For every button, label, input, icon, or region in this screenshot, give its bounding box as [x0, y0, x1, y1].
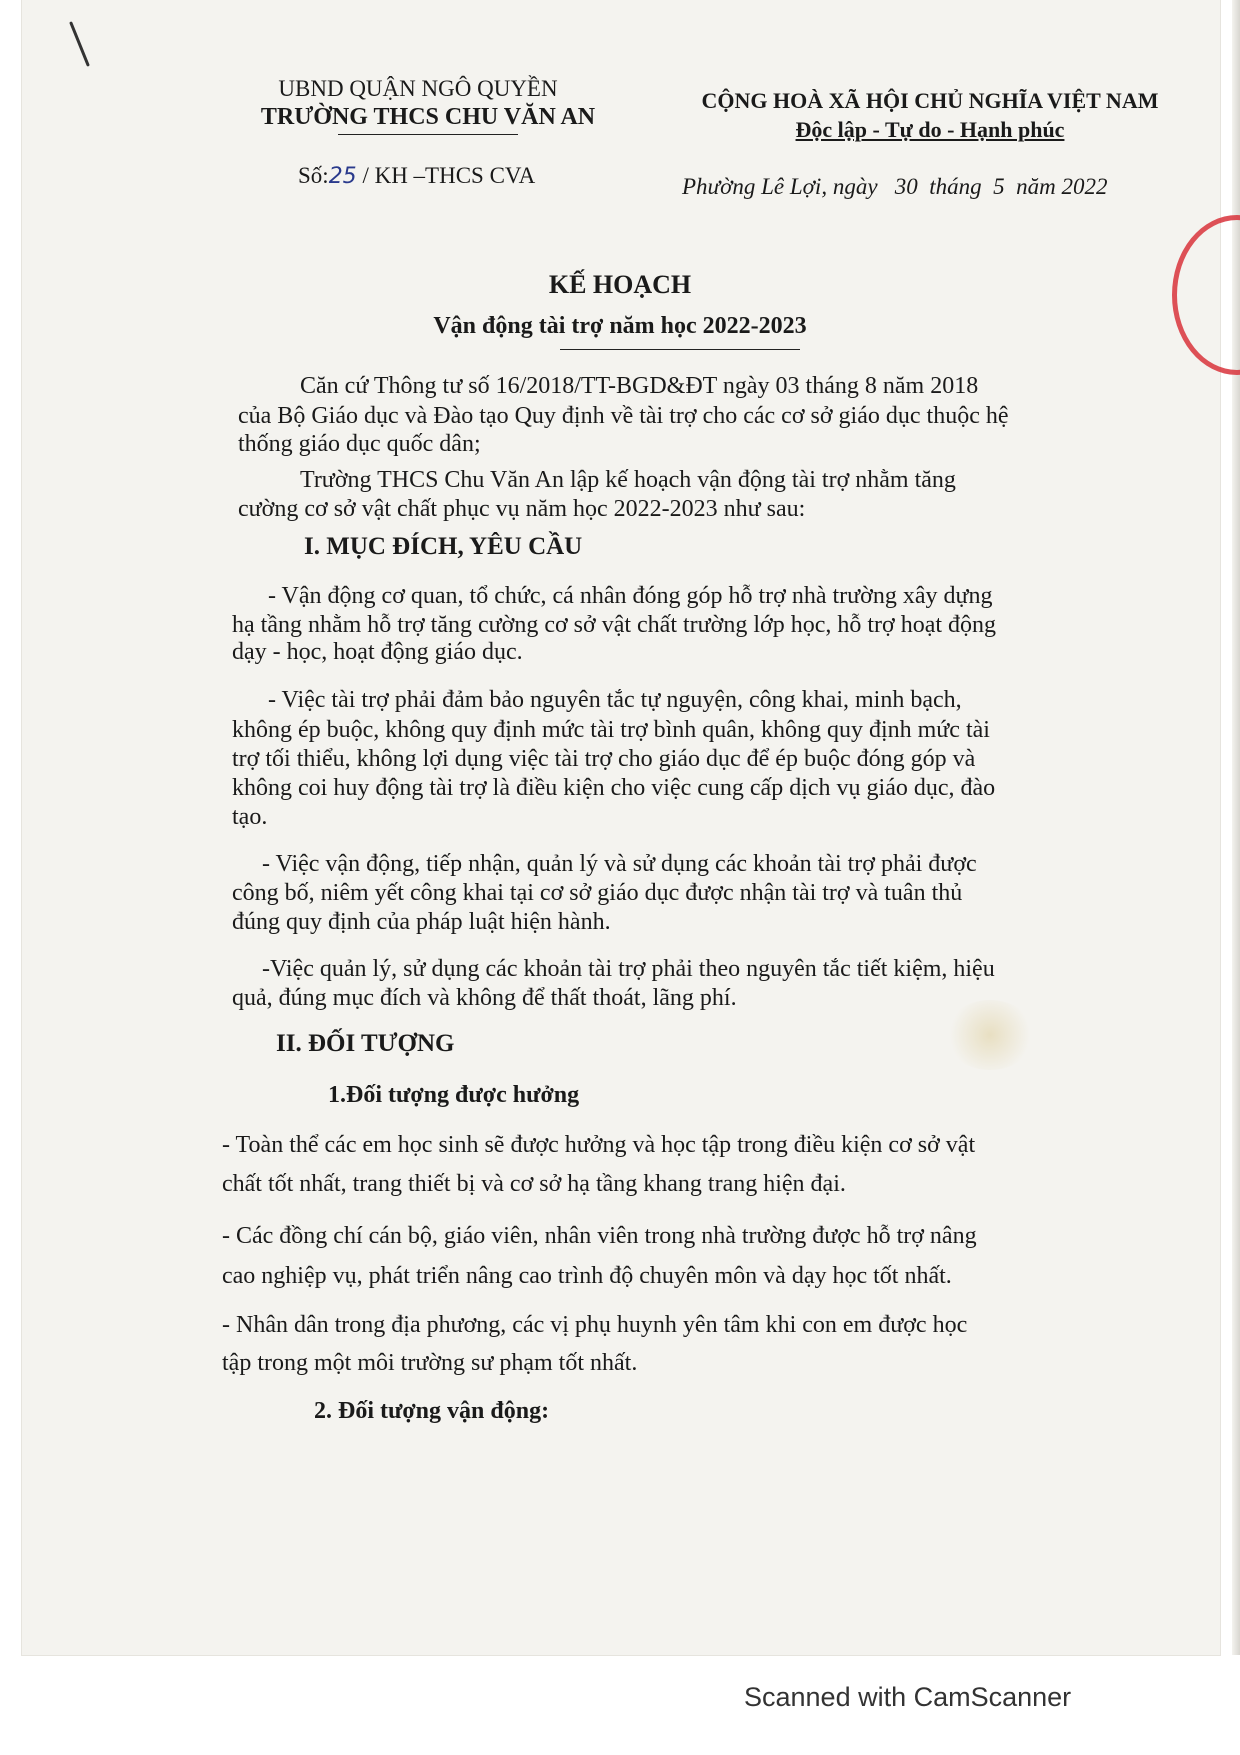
- s2-b-line1: - Các đồng chí cán bộ, giáo viên, nhân viên trong nhà trường được hỗ trợ nâng: [222, 1223, 977, 1249]
- scanner-watermark: Scanned with CamScanner: [744, 1682, 1072, 1712]
- doc-number-prefix: Số:: [298, 163, 329, 188]
- section2-sub2: 2. Đối tượng vận động:: [314, 1398, 550, 1424]
- doc-number-suffix: / KH –THCS CVA: [362, 163, 536, 188]
- s1-b-line4: không coi huy động tài trợ là điều kiện cho việc cung cấp dịch vụ giáo dục, đào: [232, 775, 996, 801]
- s1-c-line2: công bố, niêm yết công khai tại cơ sở giáo dục được nhận tài trợ và tuân thủ: [232, 880, 963, 906]
- section2-heading: II. ĐỐI TƯỢNG: [276, 1030, 455, 1057]
- header-left-authority: UBND QUẬN NGÔ QUYỀN: [278, 76, 558, 101]
- s1-a-line1: - Vận động cơ quan, tổ chức, cá nhân đóng góp hỗ trợ nhà trường xây dựng: [268, 583, 993, 609]
- intro-p2-line1: Trường THCS Chu Văn An lập kế hoạch vận động tài trợ nhằm tăng: [300, 467, 956, 493]
- s1-c-line1: - Việc vận động, tiếp nhận, quản lý và sử dụng các khoản tài trợ phải được: [262, 851, 977, 877]
- paper-stain: [945, 1000, 1035, 1070]
- intro-p1-line3: thống giáo dục quốc dân;: [238, 431, 481, 457]
- s1-d-line1: -Việc quản lý, sử dụng các khoản tài trợ phải theo nguyên tắc tiết kiệm, hiệu: [262, 956, 995, 982]
- title-underline: [560, 349, 800, 350]
- intro-p1-line1: Căn cứ Thông tư số 16/2018/TT-BGD&ĐT ngày 03 tháng 8 năm 2018: [300, 373, 979, 399]
- header-right-motto: Độc lập - Tự do - Hạnh phúc: [795, 117, 1065, 142]
- s2-c-line1: - Nhân dân trong địa phương, các vị phụ huynh yên tâm khi con em được học: [222, 1312, 968, 1338]
- s1-c-line3: đúng quy định của pháp luật hiện hành.: [232, 909, 611, 935]
- document-number: [298, 163, 535, 189]
- s2-a-line1: - Toàn thể các em học sinh sẽ được hưởng và học tập trong điều kiện cơ sở vật: [222, 1132, 976, 1158]
- intro-p1-line2: của Bộ Giáo dục và Đào tạo Quy định về tài trợ cho các cơ sở giáo dục thuộc hệ: [238, 403, 1009, 429]
- s2-a-line2: chất tốt nhất, trang thiết bị và cơ sở hạ tầng khang trang hiện đại.: [222, 1171, 846, 1197]
- document-subtitle: Vận động tài trợ năm học 2022-2023: [433, 313, 807, 339]
- doc-number-handwritten: 25: [328, 164, 357, 189]
- section2-sub1: 1.Đối tượng được hưởng: [328, 1082, 580, 1108]
- s2-b-line2: cao nghiệp vụ, phát triển nâng cao trình độ chuyên môn và dạy học tốt nhất.: [222, 1263, 952, 1289]
- s1-b-line1: - Việc tài trợ phải đảm bảo nguyên tắc tự nguyện, công khai, minh bạch,: [268, 687, 962, 713]
- intro-p2-line2: cường cơ sở vật chất phục vụ năm học 2022-2023 như sau:: [238, 496, 806, 522]
- s2-c-line2: tập trong một môi trường sư phạm tốt nhất.: [222, 1350, 638, 1376]
- s1-a-line2: hạ tầng nhằm hỗ trợ tăng cường cơ sở vật chất trường lớp học, hỗ trợ hoạt động: [232, 612, 997, 638]
- s1-d-line2: quả, đúng mục đích và không để thất thoát, lãng phí.: [232, 985, 737, 1011]
- header-left-school: TRƯỜNG THCS CHU VĂN AN: [260, 104, 596, 130]
- s1-b-line5: tạo.: [232, 804, 268, 830]
- document-title: KẾ HOẠCH: [548, 270, 692, 299]
- header-right-country: CỘNG HOÀ XÃ HỘI CHỦ NGHĨA VIỆT NAM: [701, 88, 1159, 113]
- s1-a-line3: dạy - học, hoạt động giáo dục.: [232, 639, 523, 665]
- s1-b-line2: không ép buộc, không quy định mức tài trợ bình quân, không quy định mức tài: [232, 717, 990, 743]
- scanned-page: [22, 0, 1220, 1655]
- section1-heading: I. MỤC ĐÍCH, YÊU CẦU: [304, 533, 583, 560]
- place-date: Phường Lê Lợi, ngày 30 tháng 5 năm 2022: [682, 174, 1108, 199]
- s1-b-line3: trợ tối thiểu, không lợi dụng việc tài trợ cho giáo dục để ép buộc đóng góp và: [232, 746, 976, 772]
- header-left-underline: [338, 134, 518, 135]
